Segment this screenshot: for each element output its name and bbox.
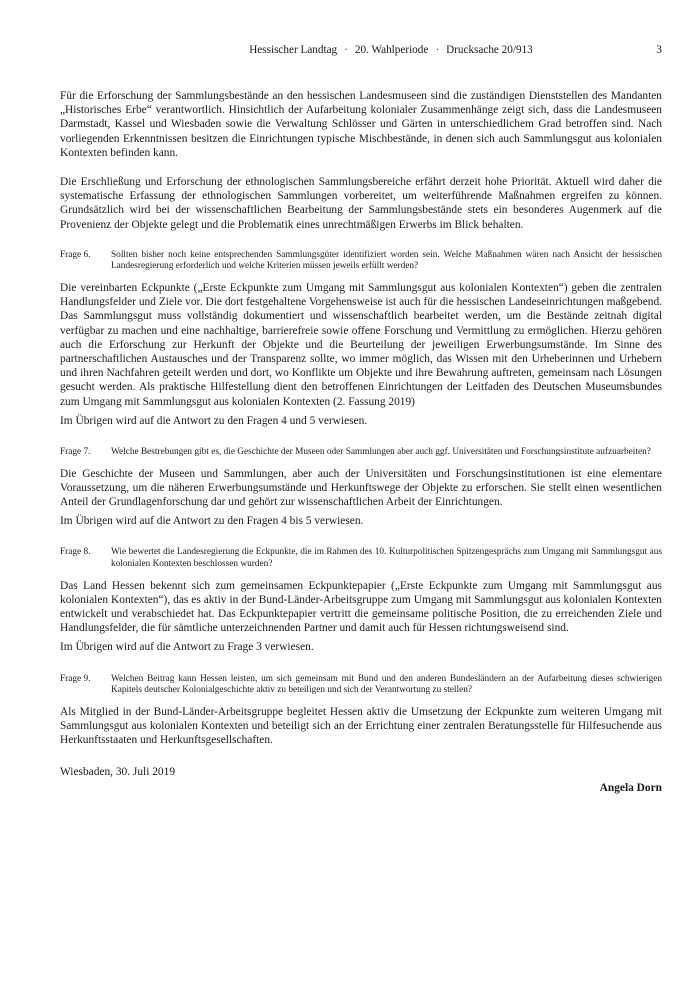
answer-closing: Im Übrigen wird auf die Antwort zu Frage 3 verwiesen. bbox=[60, 641, 314, 654]
answer-paragraph: Die Geschichte der Museen und Sammlungen, aber auch der Universitäten und Forschungsinstitutionen ist eine elementare Voraussetzung, um die näheren Erwerbungsumstände und Herkunftswege der Objekte zu erforschen. Sie stellt einen wesentlichen Anteil der Grundlagenforschung dar und gehört zur wissenschaftlichen Arbeit der Einrichtungen. bbox=[60, 467, 662, 509]
answer-closing: Im Übrigen wird auf die Antwort zu den Fragen 4 und 5 verwiesen. bbox=[60, 414, 368, 427]
page-number: 3 bbox=[656, 44, 662, 56]
question-block bbox=[60, 250, 662, 273]
question-text: Welchen Beitrag kann Hessen leisten, um sich gemeinsam mit Bund und den anderen Bundesländern an der Aufarbeitung dieses schwierigen Kapitels deutscher Kolonialgeschichte aktiv zu beteiligen und sich der Verantwortung zu stellen? bbox=[111, 673, 662, 696]
running-header bbox=[60, 42, 662, 58]
answer-closing: Im Übrigen wird auf die Antwort zu den Fragen 4 bis 5 verwiesen. bbox=[60, 515, 364, 528]
question-text: Welche Bestrebungen gibt es, die Geschichte der Museen oder Sammlungen aber auch ggf. Universitäten und Forschungsinstitute aufzuarbeiten? bbox=[111, 447, 651, 458]
document-body bbox=[60, 89, 662, 795]
question-block bbox=[60, 447, 662, 459]
intro-paragraph: Die Erschließung und Erforschung der ethnologischen Sammlungsbereiche erfährt derzeit hohe Priorität. Aktuell wird daher die systematische Erfassung der ethnologischen Sammlungen vorbereitet, um weiterführende Maßnahmen ergreifen zu können. Grundsätzlich wird bei der wissenschaftlichen Bearbeitung der Sammlungsbestände stets ein besonderes Augenmerk auf die Provenienz der Objekte gelegt und die Problematik eines unrechtmäßigen Erwerbs im Blick behalten. bbox=[60, 176, 662, 231]
signer-name: Angela Dorn bbox=[599, 782, 662, 795]
header-document-number: Drucksache 20/913 bbox=[446, 44, 533, 56]
question-text: Wie bewertet die Landesregierung die Eckpunkte, die im Rahmen des 10. Kulturpolitischen Spitzengesprächs zum Umgang mit Sammlungsgut aus kolonialen Kontexten beschlossen wurden? bbox=[111, 547, 662, 570]
question-block bbox=[60, 547, 662, 570]
header-title bbox=[60, 42, 662, 58]
header-separator: · bbox=[344, 44, 348, 56]
question-label: Frage 7. bbox=[60, 447, 91, 458]
question-label: Frage 8. bbox=[60, 547, 91, 558]
question-block bbox=[60, 674, 662, 697]
answer-paragraph: Die vereinbarten Eckpunkte („Erste Eckpunkte zum Umgang mit Sammlungsgut aus kolonialen Kontexten“) geben die zentralen Handlungsfelder und Ziele vor. Die dort festgehaltene Vorgehensweise ist auch für die hessischen Landeseinrichtungen maßgebend. Das Sammlungsgut muss vollständig dokumentiert und wissenschaftlich bearbeitet werden, um die Bestände zeitnah digital verfügbar zu machen und eine nachhaltige, barrierefreie sowie offene Forschung und Vermittlung zu ermöglichen. Hierzu gehören auch die Erforschung zur Herkunft der Objekte und die Beurteilung der jeweiligen Erwerbungsumstände. Im Sinne des partnerschaftlichen Austausches und der Transparenz sollte, wo immer möglich, das Wissen mit den Urheberinnen und Urhebern und ihren Nachfahren geteilt werden und dort, wo Konflikte um Objekte und ihre Bewahrung auftreten, gemeinsam nach Lösungen gesucht werden. Als praktische Hilfestellung dient den betroffenen Einrichtungen der Leitfaden des Deutschen Museumsbundes zum Umgang mit Sammlungsgut aus kolonialen Kontexten (2. Fassung 2019) bbox=[60, 282, 662, 408]
signoff bbox=[60, 765, 662, 795]
question-label: Frage 6. bbox=[60, 249, 91, 260]
header-separator: · bbox=[435, 44, 440, 56]
place-date: Wiesbaden, 30. Juli 2019 bbox=[60, 766, 176, 779]
intro-paragraph: Für die Erforschung der Sammlungsbestände an den hessischen Landesmuseen sind die zuständigen Dienststellen des Mandanten „Historisches Erbe“ verantwortlich. Hinsichtlich der Aufarbeitung kolonialer Zusammenhänge zeigt sich, dass die Landesmuseen Darmstadt, Kassel und Wiesbaden sowie die Verwaltung Schlösser und Gärten in unterschiedlichem Grad betroffen sind. Nach vorliegenden Erkenntnissen besitzen die Einrichtungen typische Mischbestände, in denen sich auch Sammlungsgut aus kolonialen Kontexten befinden kann. bbox=[60, 90, 662, 159]
answer-paragraph: Als Mitglied in der Bund-Länder-Arbeitsgruppe begleitet Hessen aktiv die Umsetzung der Eckpunkte zum weiteren Umgang mit Sammlungsgut aus kolonialen Kontexten und beteiligt sich an der Errichtung einer zentralen Beratungsstelle für Hilfesuchende aus Herkunftsstaaten und Herkunftsgesellschaften. bbox=[60, 705, 662, 747]
question-text: Sollten bisher noch keine entsprechenden Sammlungsgüter identifiziert worden sein. Welche Maßnahmen wären nach Ansicht der hessischen Landesregierung erforderlich und welche Kriterien müssen jeweils erfüllt werden? bbox=[111, 249, 662, 272]
header-period: 20. Wahlperiode bbox=[354, 44, 429, 56]
header-parliament: Hessischer Landtag bbox=[249, 44, 338, 56]
question-label: Frage 9. bbox=[60, 673, 91, 684]
answer-paragraph: Das Land Hessen bekennt sich zum gemeinsamen Eckpunktepapier („Erste Eckpunkte zum Umgang mit Sammlungsgut aus kolonialen Kontexten“), das es aktiv in der Bund-Länder-Arbeitsgruppe zum Umgang mit Sammlungsgut aus kolonialen Kontexten entwickelt und verabschiedet hat. Das Eckpunktepapier vertritt die gemeinsame politische Position, die zu erreichenden Ziele und Handlungsfelder, die für sämtliche unterzeichnenden Partner und damit auch für Hessen richtungsweisend sind. bbox=[60, 579, 662, 635]
